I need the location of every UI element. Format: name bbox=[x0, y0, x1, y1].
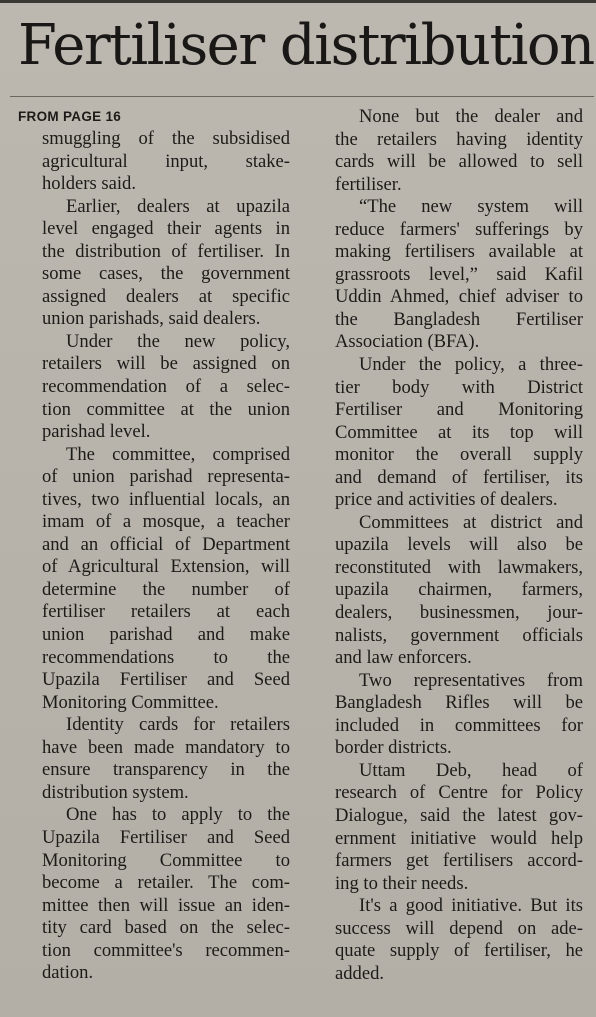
article-line: become a retailer. The com- bbox=[42, 872, 290, 894]
article-line: Committees at district and bbox=[359, 511, 583, 533]
article-line: the Bangladesh Fertiliser bbox=[335, 308, 583, 330]
headline: Fertiliser distribution bbox=[18, 13, 594, 78]
article-line: union parishad and make bbox=[42, 624, 290, 646]
article-line: The committee, comprised bbox=[66, 443, 290, 465]
article-line: research of Centre for Policy bbox=[335, 782, 583, 804]
article-line: tives, two influential locals, an bbox=[42, 488, 290, 510]
article-line: recommendations to the bbox=[42, 646, 290, 668]
article-line: success will depend on ade- bbox=[335, 917, 583, 939]
headline-rule bbox=[10, 96, 594, 97]
article-line: price and activities of dealers. bbox=[335, 489, 558, 511]
article-line: determine the number of bbox=[42, 578, 290, 600]
article-line: have been made mandatory to bbox=[42, 736, 290, 758]
article-line: One has to apply to the bbox=[66, 804, 290, 826]
article-line: fertiliser retailers at each bbox=[42, 601, 290, 623]
article-paragraph bbox=[18, 714, 290, 804]
article-paragraph bbox=[311, 512, 583, 670]
article-paragraph bbox=[311, 196, 583, 354]
article-line: tion committee's recommen- bbox=[42, 939, 290, 961]
article-paragraph bbox=[18, 128, 290, 196]
article-line: holders said. bbox=[42, 173, 136, 195]
article-paragraph bbox=[18, 331, 290, 444]
top-rule bbox=[0, 0, 596, 3]
article-line: Monitoring Committee to bbox=[42, 849, 290, 871]
article-line: agricultural input, stake- bbox=[42, 150, 290, 172]
article-line: Uddin Ahmed, chief adviser to bbox=[335, 286, 583, 308]
article-line: of Agricultural Extension, will bbox=[42, 556, 290, 578]
article-line: added. bbox=[335, 962, 385, 984]
article-column-left bbox=[18, 106, 290, 985]
article-line: the retailers having identity bbox=[335, 128, 583, 150]
article-line: border districts. bbox=[335, 737, 452, 759]
article-line: Committee at its top will bbox=[335, 421, 583, 443]
article-line: None but the dealer and bbox=[359, 106, 583, 127]
article-paragraph bbox=[311, 670, 583, 760]
article-line: tion committee at the union bbox=[42, 398, 290, 420]
article-line: retailers will be assigned on bbox=[42, 353, 290, 375]
article-paragraph bbox=[18, 804, 290, 984]
article-line: Bangladesh Rifles will be bbox=[335, 692, 583, 714]
right-column-body bbox=[311, 106, 583, 985]
article-line: Under the new policy, bbox=[66, 330, 290, 352]
article-line: distribution system. bbox=[42, 781, 189, 803]
article-paragraph bbox=[311, 895, 583, 985]
article-line: Upazila Fertiliser and Seed bbox=[42, 669, 290, 691]
article-line: reduce farmers' sufferings by bbox=[335, 218, 583, 240]
article-line: imam of a mosque, a teacher bbox=[42, 511, 290, 533]
article-line: dation. bbox=[42, 962, 94, 984]
article-line: cards will be allowed to sell bbox=[335, 151, 583, 173]
article-line: Monitoring Committee. bbox=[42, 691, 219, 713]
article-line: union parishads, said dealers. bbox=[42, 308, 261, 330]
article-line: Fertiliser and Monitoring bbox=[335, 399, 583, 421]
jump-label: FROM PAGE 16 bbox=[18, 109, 122, 124]
article-line: smuggling of the subsidised bbox=[42, 128, 290, 149]
article-line: of union parishad representa- bbox=[42, 466, 290, 488]
article-line: Uttam Deb, head of bbox=[359, 759, 583, 781]
article-line: tity card based on the selec- bbox=[42, 917, 290, 939]
article-line: Dialogue, said the latest gov- bbox=[335, 804, 583, 826]
article-line: the distribution of fertiliser. In bbox=[42, 240, 290, 262]
article-line: some cases, the government bbox=[42, 263, 290, 285]
article-line: assigned dealers at specific bbox=[42, 285, 290, 307]
article-line: and demand of fertiliser, its bbox=[335, 466, 583, 488]
article-line: included in committees for bbox=[335, 714, 583, 736]
article-line: farmers get fertilisers accord- bbox=[335, 850, 583, 872]
article-column-right bbox=[311, 106, 583, 985]
article-line: “The new system will bbox=[359, 196, 583, 218]
article-paragraph bbox=[18, 196, 290, 331]
article-paragraph bbox=[18, 444, 290, 715]
left-column-body bbox=[18, 128, 290, 985]
article-line: tier body with District bbox=[335, 376, 583, 398]
article-line: parishad level. bbox=[42, 421, 151, 443]
article-line: making fertilisers available at bbox=[335, 241, 583, 263]
article-line: reconstituted with lawmakers, bbox=[335, 556, 583, 578]
article-line: Two representatives from bbox=[359, 669, 583, 691]
article-line: It's a good initiative. But its bbox=[359, 895, 583, 917]
article-line: mittee then will issue an iden- bbox=[42, 894, 290, 916]
article-line: Earlier, dealers at upazila bbox=[66, 195, 290, 217]
article-line: Upazila Fertiliser and Seed bbox=[42, 826, 290, 848]
article-line: dealers, businessmen, jour- bbox=[335, 602, 583, 624]
article-paragraph bbox=[311, 106, 583, 196]
article-line: upazila levels will also be bbox=[335, 534, 583, 556]
article-line: grassroots level,” said Kafil bbox=[335, 263, 583, 285]
article-line: recommendation of a selec- bbox=[42, 376, 290, 398]
article-line: ensure transparency in the bbox=[42, 759, 290, 781]
article-line: and an official of Department bbox=[42, 533, 290, 555]
article-line: Identity cards for retailers bbox=[66, 714, 290, 736]
article-line: fertiliser. bbox=[335, 173, 402, 195]
article-line: Under the policy, a three- bbox=[359, 354, 583, 376]
article-line: quate supply of fertiliser, he bbox=[335, 940, 583, 962]
article-line: ing to their needs. bbox=[335, 872, 469, 894]
article-paragraph bbox=[311, 354, 583, 512]
article-line: level engaged their agents in bbox=[42, 218, 290, 240]
article-line: monitor the overall supply bbox=[335, 444, 583, 466]
article-paragraph bbox=[311, 760, 583, 895]
article-line: Association (BFA). bbox=[335, 331, 480, 353]
article-line: ernment initiative would help bbox=[335, 827, 583, 849]
article-line: nalists, government officials bbox=[335, 624, 583, 646]
article-line: upazila chairmen, farmers, bbox=[335, 579, 583, 601]
article-line: and law enforcers. bbox=[335, 647, 472, 669]
